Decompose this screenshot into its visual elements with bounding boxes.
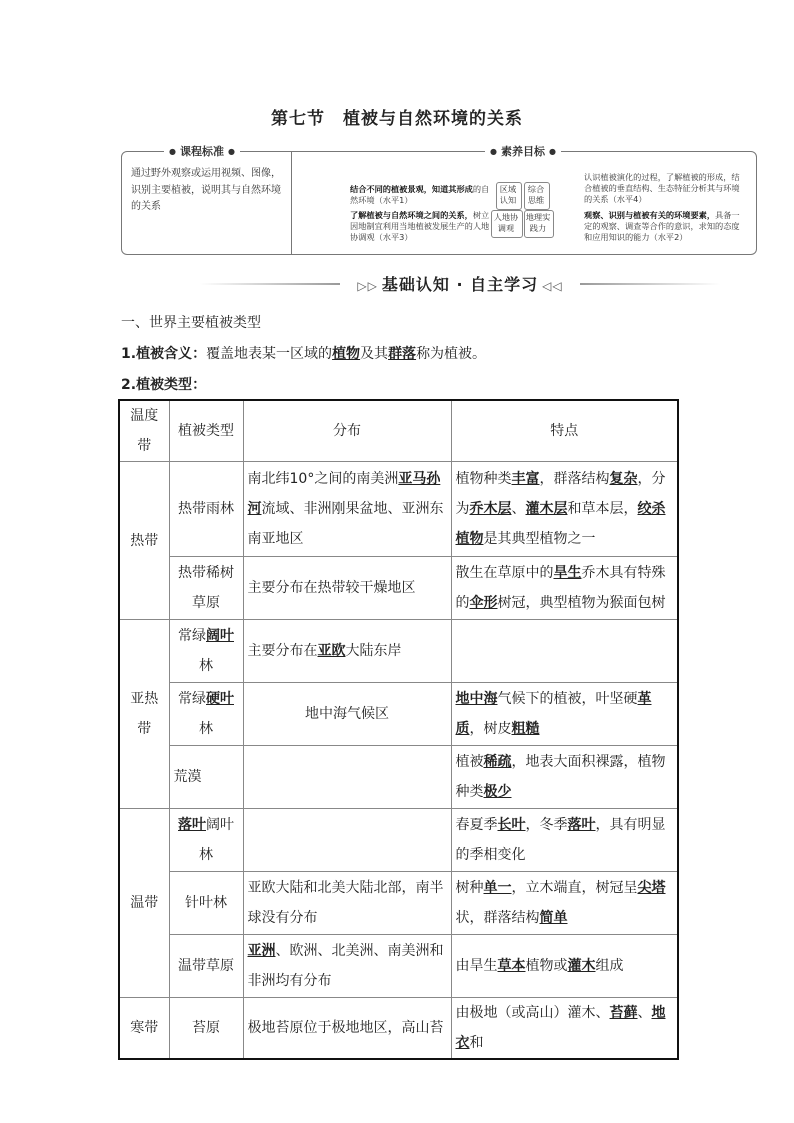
dist-cell <box>243 462 451 557</box>
table-row <box>119 935 678 998</box>
goal-1-bold: 结合不同的植被景观，知道其形成 <box>350 184 473 194</box>
type-post: 林 <box>199 658 213 674</box>
header-zone: 温度带 <box>119 400 169 462</box>
feat-text: 状，群落结构 <box>455 910 540 926</box>
table-row <box>119 683 678 746</box>
types-num: 2. <box>121 377 137 393</box>
table-row <box>119 809 678 872</box>
feat-text: 春夏季 <box>455 817 498 833</box>
feat-text: ，地表大面积裸露，植物种类 <box>455 754 666 800</box>
types-term: 植被类型 <box>136 377 193 393</box>
type-cell <box>169 620 243 683</box>
feat-cell <box>451 462 678 557</box>
feat-text: ，分为 <box>455 471 666 517</box>
dist-pre: 主要分布在 <box>247 643 318 659</box>
feat-cell <box>451 746 678 809</box>
type-cell: 温带草原 <box>169 935 243 998</box>
feat-keyword: 地中海 <box>455 691 498 707</box>
goal-4-text: 具备一定的观察、调查等合作的意识，求知的态度和应用知识的能力（水平2） <box>584 210 740 242</box>
dist-cell <box>243 746 451 809</box>
section-banner <box>200 272 720 296</box>
goal-3-text: 认识植被演化的过程，了解植被的形成，结合植被的垂直结构、生态特征分析其与环境的关系（水平4） <box>584 172 740 204</box>
def-term: 植被含义 <box>136 346 193 362</box>
type-keyword: 阔叶 <box>206 628 234 644</box>
banner-right-arrow: ◁◁ <box>542 279 563 293</box>
table-row <box>119 620 678 683</box>
competency-1: 区域认知 <box>499 184 517 205</box>
dist-cell <box>243 809 451 872</box>
feat-text: 植被 <box>455 754 484 770</box>
feat-keyword: 乔木层 <box>469 501 512 517</box>
table-row <box>119 998 678 1060</box>
feat-text: 气候下的植被，叶坚硬 <box>497 691 638 707</box>
feat-text: ，冬季 <box>525 817 568 833</box>
feat-keyword: 丰富 <box>511 471 540 487</box>
feat-text: 、 <box>511 501 526 517</box>
feat-text: 和草本层， <box>567 501 638 517</box>
feat-keyword: 稀疏 <box>483 754 512 770</box>
zone-temperate: 温带 <box>119 809 169 998</box>
feat-cell <box>451 557 678 620</box>
banner-left-arrow: ▷▷ <box>357 279 378 293</box>
zone-subtropical: 亚热带 <box>119 620 169 809</box>
dist-keyword: 亚欧 <box>317 643 346 659</box>
feat-keyword: 粗糙 <box>511 721 540 737</box>
type-cell <box>169 809 243 872</box>
feat-text: 由旱生 <box>455 958 498 974</box>
literacy-goals-label: ● 素养目标 ● <box>485 143 561 159</box>
type-keyword: 落叶 <box>178 817 206 833</box>
section-number: 第七节 <box>271 109 325 129</box>
dist-keyword: 亚马孙河 <box>247 471 441 517</box>
dist-cell <box>243 620 451 683</box>
type-post: 阔叶林 <box>199 817 234 863</box>
feat-cell <box>451 872 678 935</box>
type-pre: 常绿 <box>178 691 206 707</box>
def-colon: ： <box>192 346 207 362</box>
header-type: 植被类型 <box>169 400 243 462</box>
type-cell: 苔原 <box>169 998 243 1060</box>
vegetation-table <box>118 399 679 1060</box>
dist-keyword: 亚洲 <box>247 943 276 959</box>
zone-tropical: 热带 <box>119 462 169 620</box>
feat-keyword: 伞形 <box>469 595 498 611</box>
feat-text: ，树皮 <box>469 721 512 737</box>
feat-cell <box>451 620 678 683</box>
zone-frigid: 寒带 <box>119 998 169 1060</box>
feat-keyword: 绞杀植物 <box>455 501 666 547</box>
feat-cell <box>451 998 678 1060</box>
feat-keyword: 草本 <box>497 958 526 974</box>
def-mid: 及其 <box>360 346 389 362</box>
feat-keyword: 革质 <box>455 691 652 737</box>
type-keyword: 硬叶 <box>206 691 234 707</box>
feat-keyword: 落叶 <box>567 817 596 833</box>
feat-cell <box>451 683 678 746</box>
feat-keyword: 灌木 <box>567 958 596 974</box>
feat-keyword: 单一 <box>483 880 512 896</box>
def-pre: 覆盖地表某一区域的 <box>206 346 333 362</box>
header-features: 特点 <box>451 400 678 462</box>
types-heading <box>121 374 206 394</box>
dist-post: 大陆东岸 <box>345 643 402 659</box>
type-pre: 常绿 <box>178 628 206 644</box>
dist-cell: 极地苔原位于极地地区，高山苔 <box>243 998 451 1060</box>
goal-2-text: 树立因地制宜利用当地植被发展生产的人地协调观（水平3） <box>350 210 490 242</box>
feat-text: 是其典型植物之一 <box>483 531 596 547</box>
feat-keyword: 极少 <box>483 784 512 800</box>
section-heading: 一、世界主要植被类型 <box>121 315 261 331</box>
goal-3 <box>584 172 744 205</box>
def-keyword-community: 群落 <box>388 346 417 362</box>
competency-4: 地理实践力 <box>525 212 551 233</box>
feat-cell <box>451 809 678 872</box>
goal-1 <box>350 184 492 206</box>
table-header-row <box>119 400 678 462</box>
dist-cell: 地中海气候区 <box>243 683 451 746</box>
feat-keyword: 灌木层 <box>525 501 568 517</box>
goal-4-bold: 观察、识别与植被有关的环境要素， <box>584 210 716 220</box>
feat-text: ，立木端直，树冠呈 <box>511 880 638 896</box>
header-distribution: 分布 <box>243 400 451 462</box>
feat-keyword: 地衣 <box>455 1005 666 1051</box>
feat-keyword: 旱生 <box>553 565 582 581</box>
feat-text: 乔木具有特殊的 <box>455 565 666 611</box>
competency-3: 人地协调观 <box>493 212 519 233</box>
feat-text: ，群落结构 <box>539 471 610 487</box>
feat-text: 由极地（或高山）灌木、 <box>455 1005 610 1021</box>
type-cell <box>169 683 243 746</box>
definition-paragraph <box>121 343 486 363</box>
dist-cell: 亚欧大陆和北美大陆北部，南半球没有分布 <box>243 872 451 935</box>
feat-text: 组成 <box>595 958 624 974</box>
feat-text: 树冠，典型植物为猴面包树 <box>497 595 666 611</box>
dist-cell: 主要分布在热带较干燥地区 <box>243 557 451 620</box>
table-row <box>119 557 678 620</box>
feat-keyword: 尖塔 <box>637 880 666 896</box>
feat-keyword: 简单 <box>539 910 568 926</box>
goal-2 <box>350 210 492 243</box>
feat-text: 树种 <box>455 880 484 896</box>
dist-post: 、欧洲、北美洲、南美洲和非洲均有分布 <box>247 943 444 989</box>
banner-title <box>200 272 720 295</box>
goal-2-bold: 了解植被与自然环境之间的关系， <box>350 210 473 220</box>
feat-keyword: 长叶 <box>497 817 526 833</box>
table-row <box>119 746 678 809</box>
feat-keyword: 复杂 <box>609 471 638 487</box>
type-cell: 热带雨林 <box>169 462 243 557</box>
table-row <box>119 462 678 557</box>
type-cell: 热带稀树草原 <box>169 557 243 620</box>
feat-text: ，具有明显的季相变化 <box>455 817 666 863</box>
feat-text: 散生在草原中的 <box>455 565 554 581</box>
curriculum-divider <box>291 151 292 255</box>
goal-4 <box>584 210 744 243</box>
competency-2: 综合思维 <box>527 184 545 205</box>
feat-text: 、 <box>637 1005 652 1021</box>
goal-1-text: 的自然环境（水平1） <box>350 184 490 205</box>
table-row <box>119 872 678 935</box>
feat-text: 和 <box>469 1035 484 1051</box>
curriculum-standard-text: 通过野外观察或运用视频、图像，识别主要植被，说明其与自然环境的关系 <box>131 168 281 212</box>
def-num: 1. <box>121 346 137 362</box>
curriculum-standard-label: ● 课程标准 ● <box>164 143 240 159</box>
banner-text: 基础认知 · 自主学习 <box>381 275 539 294</box>
section-name: 植被与自然环境的关系 <box>343 109 523 129</box>
types-colon: ： <box>192 377 207 393</box>
feat-text: 植物或 <box>525 958 568 974</box>
dist-post: 流域、非洲刚果盆地、亚洲东南亚地区 <box>247 501 444 547</box>
page-title <box>0 104 794 129</box>
dist-pre: 南北纬10°之间的南美洲 <box>247 471 399 487</box>
type-cell: 针叶林 <box>169 872 243 935</box>
type-cell: 荒漠 <box>169 746 243 809</box>
def-keyword-plants: 植物 <box>332 346 361 362</box>
type-post: 林 <box>199 721 213 737</box>
dist-cell <box>243 935 451 998</box>
feat-cell <box>451 935 678 998</box>
def-post: 称为植被。 <box>416 346 487 362</box>
feat-text: 植物种类 <box>455 471 512 487</box>
feat-keyword: 苔藓 <box>609 1005 638 1021</box>
